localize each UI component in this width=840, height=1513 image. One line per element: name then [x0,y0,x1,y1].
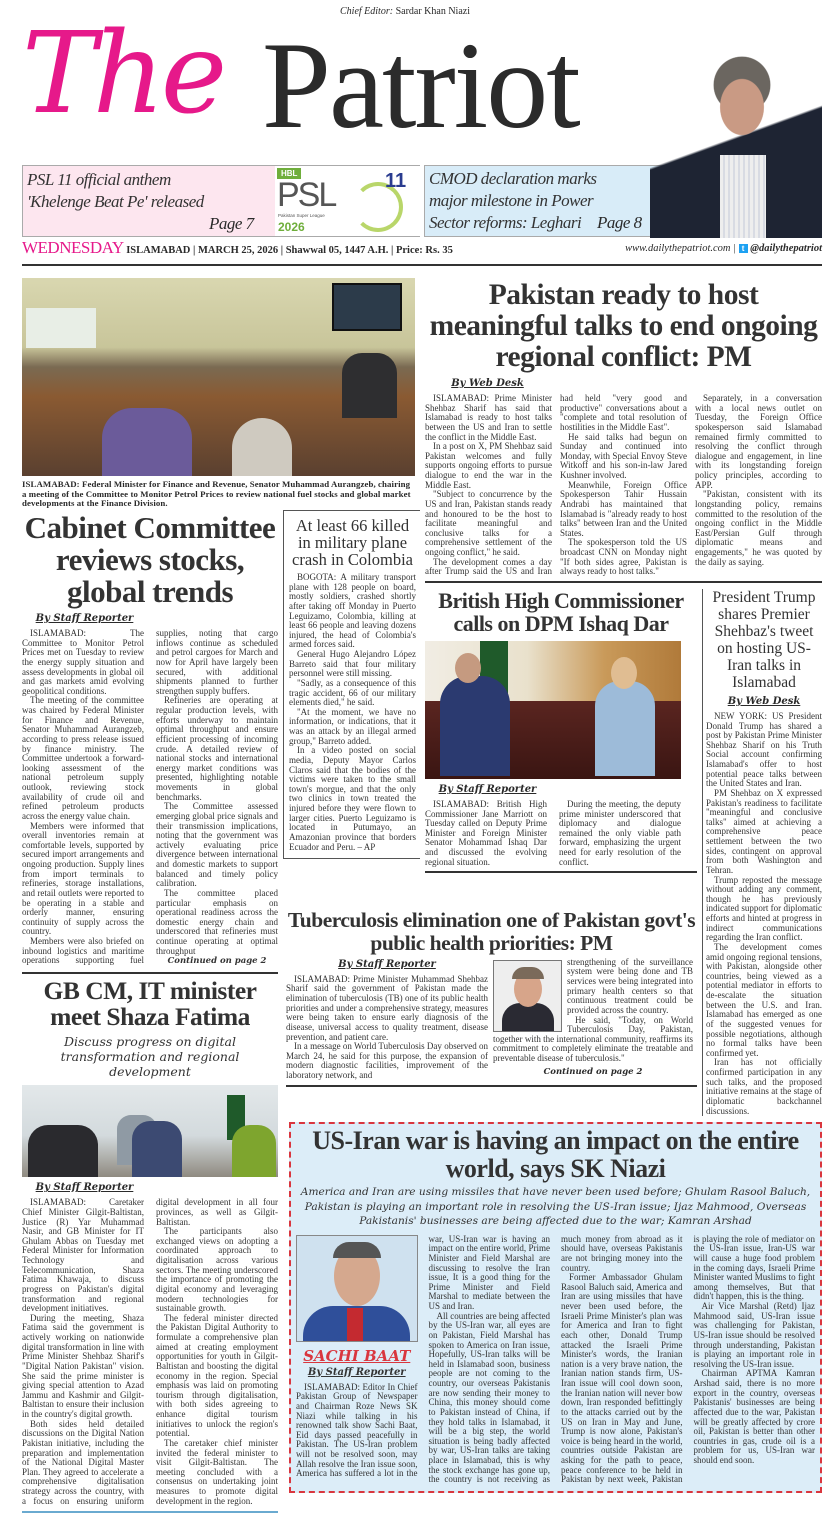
british-byline: By Staff Reporter [438,783,537,795]
paragraph: Members were also briefed on inbound logistics and maritime operations supporting fuel supplies, noting that cargo inflows continue as scheduled and petrol cargoes for March and now for April have largely been secured, with additional shipments planned to further strengthen supply buffers. [22,628,278,966]
paragraph: During the meeting, the deputy prime minister underscored that diplomacy and dialogue remained the only viable path forward, emphasizing the urgent need for early resolution of the conflict. [559,798,681,867]
promo-line: CMOD declaration marks [429,169,597,188]
right-area [283,280,822,1493]
paragraph: In a video posted on social media, Deputy Mayor Carlos Claros said that the bodies of the victims were taken to the small town's morgue, and that the only two clinics in town treated the injured before they were flown to larger cities. Puerto Leguizamo is located in Putumayo, an Amazonian province that borders Ecuador and Peru. – AP [289,745,416,852]
date-info: ISLAMABAD | MARCH 25, 2026 | Shawwal 05, 1447 A.H. | Price: Rs. 35 [126,245,453,256]
web-links: www.dailythepatriot.com | t @dailythepatriot [625,243,822,254]
sachi-baat-label: SACHI BAAT [303,1346,411,1365]
lead-story [425,280,822,583]
paragraph: Members were informed that overall inventories remain at comfortable levels, supported by secured import arrangements and ongoing production. Supply lines from import terminals to refineries, storage installations, and retail outlets were reported to be operating in a stable and orderly manner, ensuring continuity of supply across the country. [22,820,144,937]
paragraph: The spokesperson told the US broadcast CNN on Monday night "If both sides agree, Pakistan is always ready to host talks." [560,537,687,577]
paragraph: Former Ambassador Ghulam Rasool Baluch said, America and Iran are using missiles that have never been used before, the Israeli Prime Minister's plan was for America and Iran to fight each other, Donald Trump attacked the Israeli Prime Minister's words, the Iranian nation is a very brave nation, the Iranian nation stands firm, US-Iran issue will cool down soon, the Iranian nation will never bow down, Iran responded befittingly to the attacks carried out by the US on Iran in May and June, Trump is now alone, Pakistan's voice is being heard in the world, countries outside Pakistan are asking for the path to peace, peace conference to be held in Pakistan by next week, Pakistan is playing the role of mediator on the US-Iran issue, Iran-US war will cause a huge food problem in the coming days, Israeli Prime Minister wanted Muslims to fight among themselves, But that didn't happen, this is the thing. [561,1233,815,1485]
promo-page: Page 8 [597,213,642,232]
paragraph: ISLAMABAD: Prime Minister Shehbaz Sharif has said that Islamabad is ready to host talks between the US and Iran to settle the conflict in the Middle East. [425,393,552,442]
psl-year: 2026 [278,220,305,234]
paragraph: ISLAMABAD: The Committee to Monitor Petrol Prices met on Tuesday to review the energy supply situation and assess developments in global oil and gas markets amid evolving geopolitical conditions. [22,628,144,696]
paragraph: PM Shehbaz on X expressed Pakistan's readiness to facilitate "meaningful and conclusive talks" aimed at achieving a comprehensive peace settlement between the two sides, contingent on approval from both Washington and Tehran. [706,787,822,875]
paragraph: NEW YORK: US President Donald Trump has shared a post by Pakistan Prime Minister Shehbaz Sharif on his Truth Social account confirming Islamabad's offer to host potential peace talks between the United States and Iran. [706,710,822,789]
promo-line: PSL 11 official anthem [27,170,171,189]
paragraph: "Sadly, as a consequence of this tragic accident, 66 of our military elements died," he said. [289,677,416,708]
section-rule [425,581,822,583]
weekday: WEDNESDAY [22,238,124,257]
cabinet-paragraphs [22,629,278,967]
sk-niazi-photo [296,1235,418,1342]
pm-shehbaz-photo [493,960,562,1032]
colombia-box [283,510,420,859]
paragraph: Trump reposted the message without adding any comment, though he has previously indicated support for diplomatic efforts and hinted at progress in indirect communications regarding the Iran conflict. [706,874,822,943]
paragraph: Separately, in a conversation with a local news outlet on Tuesday, the Foreign Office spokesperson said Islamabad remained firmly committed to resolving the conflict through dialogue and engagement, in line with its longstanding foreign policy principles, according to APP. [695,393,822,490]
paragraph: ISLAMABAD: Editor In Chief Pakistan Group of Newspaper and Chairman Roze News SK Niazi while talking in his renowned talk show Sachi Baat, Eid days passed peacefully in Pakistan. The US-Iran problem will not be resolved soon, may Allah resolve the Iran issue soon, America has suffered a lot in the war, US-Iran war is having an impact on the entire world, Prime Minister and Field Marshal are discussing to resolve the Iran issue, It is a good thing for the Prime Minister and Field Marshal to mediate between the US and Iran. [296,1233,550,1479]
lead-body [425,394,822,577]
lead-byline: By Web Desk [451,378,524,389]
paragraph: BOGOTA: A military transport plane with 128 people on board, mostly soldiers, crashed shortly after taking off Monday in Puerto Leguizamo, Colombia, killing at least 66 people and leaving dozens injured, the head of Colombia's armed forces said. [289,572,416,650]
paragraph: ISLAMABAD: Caretaker Chief Minister Gilgit-Baltistan, Justice (R) Yar Muhammad Nasir, and GB Minister for IT Ghulam Abbas on Tuesday met Federal Minister for Information Technology and Telecommunication, Shaza Fatima Khawaja, to discuss progress on Pakistan's digital transformation and regional development initiatives. [22,1197,144,1314]
paragraph: He said, "Today, on World Tuberculosis Day, Pakistan, together with the international community, reaffirms its commitment to completely eliminate the treatable and preventable disease of tuberculosis." [493,1014,693,1063]
photo-caption: ISLAMABAD: Federal Minister for Finance and Revenue, Senator Muhammad Aurangzeb, chairing a meeting of the Committee to Monitor Petrol Prices to review national fuel stocks and global market developments at the Finance Division. [22,479,411,508]
psl-edition: 11 [385,170,407,192]
paragraph: The meeting of the committee was chaired by Federal Minister for Finance and Revenue, Senator Muhammad Aurangzeb, according to press release issued by finance ministry. The Committee undertook a forward-looking assessment of the national petroleum supply outlook, reviewing stock availability of crude oil and refined petroleum products across the energy value chain. [22,695,144,821]
paragraph: ISLAMABAD: British High Commissioner Jane Marriott on Tuesday called on Deputy Prime Minister and Foreign Minister Senator Mohammad Ishaq Dar and discussed the evolving regional situation. [425,798,547,867]
tb-body-left [286,975,488,1081]
tb-columns [286,958,697,1081]
gb-meeting-photo [22,1085,278,1177]
paragraph: Both sides held detailed discussions on the Digital Nation Pakistan initiative, including the preparation and implementation of the National Digital Master Plan. They agreed to accelerate a comprehensive digitalisation strategy across the country, with a focus on ensuring uniform digital development in all four provinces, as well as Gilgit-Baltistan. [22,1197,278,1506]
colombia-headline[interactable]: At least 66 killed in military plane crash in Colombia [292,516,413,569]
paragraph: The participants also exchanged views on adopting a coordinated approach to digitalisation across various sectors. The meeting underscored the importance of promoting the digital economy and leveraging modern technologies for sustainable growth. [156,1226,278,1314]
british-headline[interactable]: British High Commissioner calls on DPM Ishaq Dar [438,587,684,636]
cabinet-byline: By Staff Reporter [35,613,134,624]
tb-continued[interactable]: Continued on page 2 [543,1066,643,1077]
cabinet-headline[interactable]: Cabinet Committee reviews stocks, global trends [24,510,276,609]
paragraph: "At the moment, we have no information, or indications, that it was an attack by an illegal armed group," Barreto added. [289,706,416,746]
paragraph: The federal minister directed the Pakistan Digital Authority to formulate a comprehensive plan aimed at creating employment opportunities for youth in Gilgit-Baltistan and boosting the digital economy in the region. Special emphasis was laid on promoting tourism through digitalisation, with both sides agreeing to enhance digital tourism initiatives to unlock the region's potential. [156,1312,278,1439]
twitter-handle[interactable]: @dailythepatriot [750,243,822,254]
website-link[interactable]: www.dailythepatriot.com [625,243,731,254]
lead-headline[interactable]: Pakistan ready to host meaningful talks to end ongoing regional conflict: PM [429,279,818,373]
promo-line: major milestone in Power [429,191,594,210]
promo-psl-anthem[interactable] [22,165,420,237]
tb-right [493,958,693,1081]
trump-body [706,712,822,1116]
masthead-patriot: Patriot [262,17,579,154]
paragraph: Meanwhile, Foreign Office Spokesperson Tahir Hussain Andrabi has maintained that Islamabad is "already ready to host talks" between Iran and the United States. [560,479,687,538]
paragraph: Iran has not officially confirmed participation in any such talks, and the proposed initiative remains at the stage of diplomatic backchannel discussions. [706,1057,822,1116]
psl-logo [275,166,421,236]
colombia-body [289,573,416,852]
tb-headline[interactable]: Tuberculosis elimination one of Pakistan govt's public health priorities: PM [287,907,696,955]
chief-editor-label: Chief Editor: [340,6,394,17]
paragraph: ISLAMABAD: Prime Minister Muhammad Shehbaz Sharif said the government of Pakistan made the elimination of tuberculosis (TB) one of its public health priorities and under a comprehensive strategy, measures were being taken to ensure early diagnosis of the disease, universal access to quality treatment, disease prevention, and patient care. [286,973,488,1042]
paragraph: The Committee assessed emerging global price signals and their transmission implications, noting that the government was actively evaluating price divergence between international and domestic markets to support balanced and timely policy calibration. [156,801,278,889]
cabinet-body [22,629,278,967]
niazi-feature-box [289,1122,822,1493]
cabinet-continued[interactable]: Continued on page 2 [167,956,267,967]
paragraph: "Pakistan, consistent with its longstanding policy, remains committed to the resolution of the ongoing conflict in the Middle East/Persian Gulf through diplomatic means and engagements," he was quoted by the daily as saying. [695,489,822,567]
section-rule [22,972,278,974]
paragraph: Refineries are operating at regular production levels, with efforts underway to maintain optimal throughput and ensure efficient processing of incoming crude. A detailed review of national stocks and international energy market conditions was presented, highlighting notable movements in global benchmarks. [156,695,278,802]
niazi-photo-block [296,1235,418,1379]
niazi-subtitle: America and Iran are using missiles that have never been used before; Ghulam Rasool Baluch, Pakistan is playing an important role in resolving the US-Iran issue; Ijaz Mahmood, Overseas Pakistanis' businesses are being affected due to the war; Kamran Arshad [300,1186,811,1228]
paragraph: In a message on World Tuberculosis Day observed on March 24, he said for this purpose, the expansion of modern diagnostic facilities, improvement of the laboratory network, and [286,1041,488,1080]
gb-body [22,1198,278,1506]
paragraph: The development comes a day after Trump said the US and Iran had held "very good and productive" conversations about a "complete and total resolution of hostilities in the Middle East". [425,393,687,577]
paragraph: The caretaker chief minister invited the federal minister to visit Gilgit-Baltistan. The meeting concluded with a consensus on undertaking joint measures to promote digital development in the region. [156,1437,278,1506]
section-rule [425,871,697,873]
paragraph: General Hugo Alejandro López Barreto said that four military personnel were still missing. [289,649,416,679]
section-rule [286,1085,697,1087]
paragraph: Air Vice Marshal (Retd) Ijaz Mahmood said, US-Iran issue was challenging for Pakistan, US-Iran issue should be resolved through understanding, Pakistan is playing an important role in resolving the US-Iran issue. [693,1301,815,1369]
dateline [22,238,822,260]
paragraph: In a post on X, PM Shehbaz said Pakistan welcomes and fully supports ongoing efforts to pursue dialogue to end the war in the Middle East. [425,441,552,490]
british-story [425,589,697,873]
masthead-rule [22,264,822,266]
masthead-the: The [22,9,224,139]
trump-headline[interactable]: President Trump shares Premier Shehbaz's tweet on hosting US-Iran talks in Islamabad [712,588,816,691]
paragraph: The committee placed particular emphasis on operational readiness across the domestic energy chain and underscored that refineries must continue operating at optimal throughput [156,887,278,956]
tb-byline: By Staff Reporter [338,958,436,970]
promo-line: 'Khelenge Beat Pe' released [27,192,204,211]
niazi-body [296,1235,815,1485]
chief-editor-photo [650,45,822,238]
paragraph: He said talks had begun on Sunday and continued into Monday, with Special Envoy Steve Witkoff and his son-in-law Jared Kushner involved. [560,431,687,480]
gb-byline: By Staff Reporter [35,1182,134,1194]
paragraph: "Subject to concurrence by the US and Iran, Pakistan stands ready and honoured to be the host to facilitate meaningful and conclusive talks for a comprehensive settlement of the ongoing conflict," he said. [425,489,552,557]
gb-headline[interactable]: GB CM, IT minister meet Shaza Fatima [43,976,257,1032]
chief-editor-name: Sardar Khan Niazi [395,6,470,17]
british-hc-photo [425,641,681,779]
left-column [22,512,278,1513]
promo-line: Sector reforms: Leghari [429,213,582,232]
niazi-headline[interactable]: US-Iran war is having an impact on the entire world, says SK Niazi [312,1126,799,1184]
british-body [425,800,681,867]
promo-page: Page 7 [209,214,254,233]
paragraph: The development comes amid ongoing regional tensions, with Pakistan, alongside other countries, being viewed as a potential mediator in efforts to de-escalate the situation between the U.S. and Iran. Islamabad has emerged as one of the suggested venues for possible negotiations, although no formal talks have been confirmed yet. [706,941,822,1058]
psl-tagline: Pakistan Super League [278,213,325,218]
paragraph: Chairman APTMA Kamran Arshad said, there is no more export in the country, overseas Pakistanis' businesses are being affected due to the war, Pakistan will be greatly affected by crore oil, Pakistan is better than other countries in gas, crude oil is a problem for us, US-Iran war should end soon. [693,1368,815,1465]
trump-story [702,589,822,1116]
psl-logo-text: PSL [277,176,336,214]
gb-subtitle: Discuss progress on digital transformation and regional development [60,1034,240,1080]
hbl-badge: HBL [277,168,301,179]
paragraph: strengthening of the surveillance system were being done and TB services were being integrated into primary health centers so that continuous treatment could be provided across the country. [567,956,693,1015]
paragraph: All countries are being affected by the US-Iran war, all eyes are on Pakistan, Field Marshal has spoken to America on Iran issue, Hopefully, US-Iran talks will be held in Islamabad soon, business people are not coming to the country, our overseas Pakistanis are now sending their money to China, this money should come to Pakistan instead of China, if they hold talks in Islamabad, it will be a big step, the world situation is being badly affected by war, US-Iran talks are taking place in Islamabad, this is why the stock exchange has gone up, the country is not receiving as much money from abroad as it should have, overseas Pakistanis are not bringing money into the country. [428,1233,683,1485]
tb-left [286,958,488,1081]
trump-byline: By Web Desk [727,695,801,707]
niazi-byline: By Staff Reporter [307,1366,406,1378]
paragraph: During the meeting, Shaza Fatima said the government is actively working on nationwide digital transformation in line with Prime Minister Shehbaz Sharif's "Digital Nation Pakistan" vision. She said the prime minister is giving special attention to Azad Jammu and Kashmir and Gilgit-Baltistan to ensure their inclusion in the country's digital growth. [22,1312,144,1419]
twitter-icon: t [739,244,748,253]
tb-story [283,909,697,1087]
